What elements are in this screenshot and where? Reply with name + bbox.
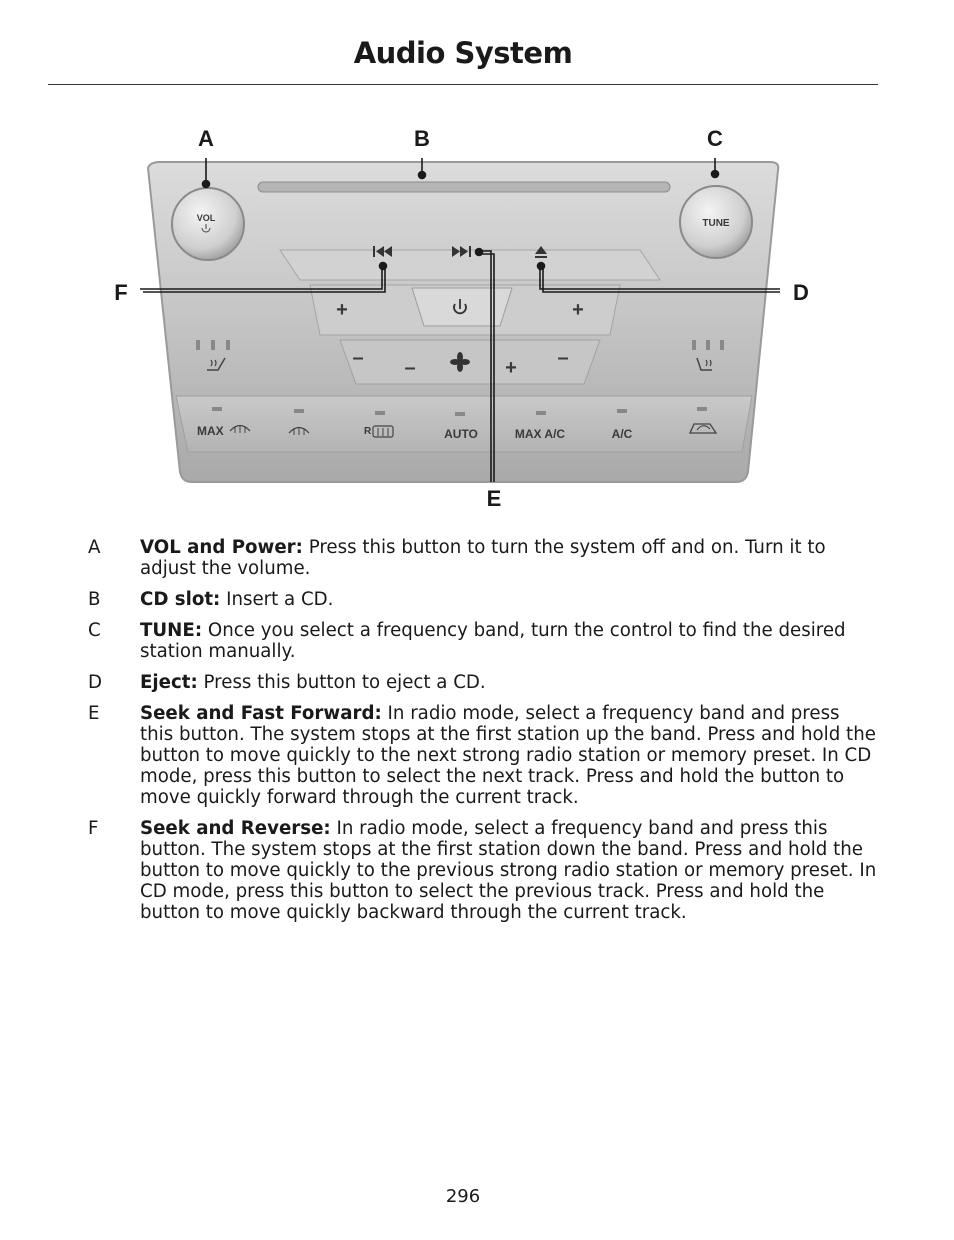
page-number: 296 [445, 1186, 481, 1207]
description-item-d [88, 672, 878, 693]
max-ac-indicator [536, 411, 546, 415]
description-item-f [88, 818, 878, 923]
item-body [140, 620, 878, 662]
item-body [140, 818, 878, 923]
max-defrost-indicator [212, 407, 222, 411]
ac-button[interactable]: A/C [611, 427, 633, 441]
audio-panel-figure [0, 100, 954, 520]
rear-defrost-indicator [375, 411, 385, 415]
callout-c: C [707, 126, 723, 151]
auto-indicator [455, 412, 465, 416]
fan-plus[interactable]: + [505, 357, 517, 379]
item-key: A [88, 537, 101, 558]
cd-slot[interactable] [258, 182, 670, 192]
callout-f: F [114, 280, 128, 305]
right-temp-minus[interactable]: – [557, 347, 569, 369]
item-key: E [88, 703, 100, 724]
item-term: Eject: [140, 672, 198, 693]
item-key: B [88, 589, 101, 610]
fan-minus[interactable]: – [404, 357, 416, 379]
item-body [140, 589, 878, 610]
front-defrost-indicator [294, 409, 304, 413]
item-term: CD slot: [140, 589, 221, 610]
vol-label: VOL [196, 213, 216, 223]
left-temp-plus[interactable]: + [336, 299, 348, 321]
title-rule [48, 84, 878, 85]
item-text: Press this button to turn the system off and on. Turn it to adjust the volume. [140, 537, 826, 579]
power-button[interactable] [412, 288, 512, 326]
item-text: Press this button to eject a CD. [197, 672, 486, 693]
description-item-b [88, 589, 878, 610]
item-term: Seek and Fast Forward: [140, 703, 382, 724]
description-list [88, 537, 878, 933]
item-term: Seek and Reverse: [140, 818, 331, 839]
ac-indicator [617, 409, 627, 413]
left-temp-minus[interactable]: – [352, 347, 364, 369]
callout-d: D [793, 280, 809, 305]
item-text: Once you select a frequency band, turn the control to find the desired station manually. [140, 620, 846, 662]
audio-panel-illustration [0, 100, 954, 520]
callout-e: E [486, 486, 502, 511]
item-body [140, 703, 878, 808]
item-key: C [88, 620, 101, 641]
climate-button-row [176, 396, 752, 452]
max-defrost-label[interactable]: MAX [197, 424, 224, 438]
item-body [140, 537, 878, 579]
item-text: In radio mode, select a frequency band and press this button. The system stops at the first station up the band. Press and hold the button to move quickly to the next strong radio station or memory preset. In CD mode, press this button to select the next track. Press and hold the button to move quickly forward through the current track. [140, 703, 876, 808]
item-text: In radio mode, select a frequency band and press this button. The system stops at the first station down the band. Press and hold the button to move quickly to the previous strong radio station or memory preset. In CD mode, press this button to select the previous track. Press and hold the button to move quickly backward through the current track. [140, 818, 877, 923]
rear-defrost-label[interactable]: R [364, 426, 372, 437]
right-temp-plus[interactable]: + [572, 299, 584, 321]
item-term: VOL and Power: [140, 537, 303, 558]
description-item-c [88, 620, 878, 662]
callout-a: A [198, 126, 214, 151]
tune-label: TUNE [702, 218, 730, 229]
auto-button[interactable]: AUTO [444, 427, 478, 441]
item-text: Insert a CD. [220, 589, 334, 610]
item-term: TUNE: [140, 620, 203, 641]
item-key: F [88, 818, 99, 839]
page-title: Audio System [353, 36, 573, 70]
description-item-e [88, 703, 878, 808]
description-item-a [88, 537, 878, 579]
max-ac-button[interactable]: MAX A/C [514, 427, 566, 441]
item-key: D [88, 672, 103, 693]
recirculation-indicator [697, 407, 707, 411]
vol-knob[interactable] [172, 188, 244, 260]
item-body [140, 672, 878, 693]
callout-b: B [414, 126, 430, 151]
